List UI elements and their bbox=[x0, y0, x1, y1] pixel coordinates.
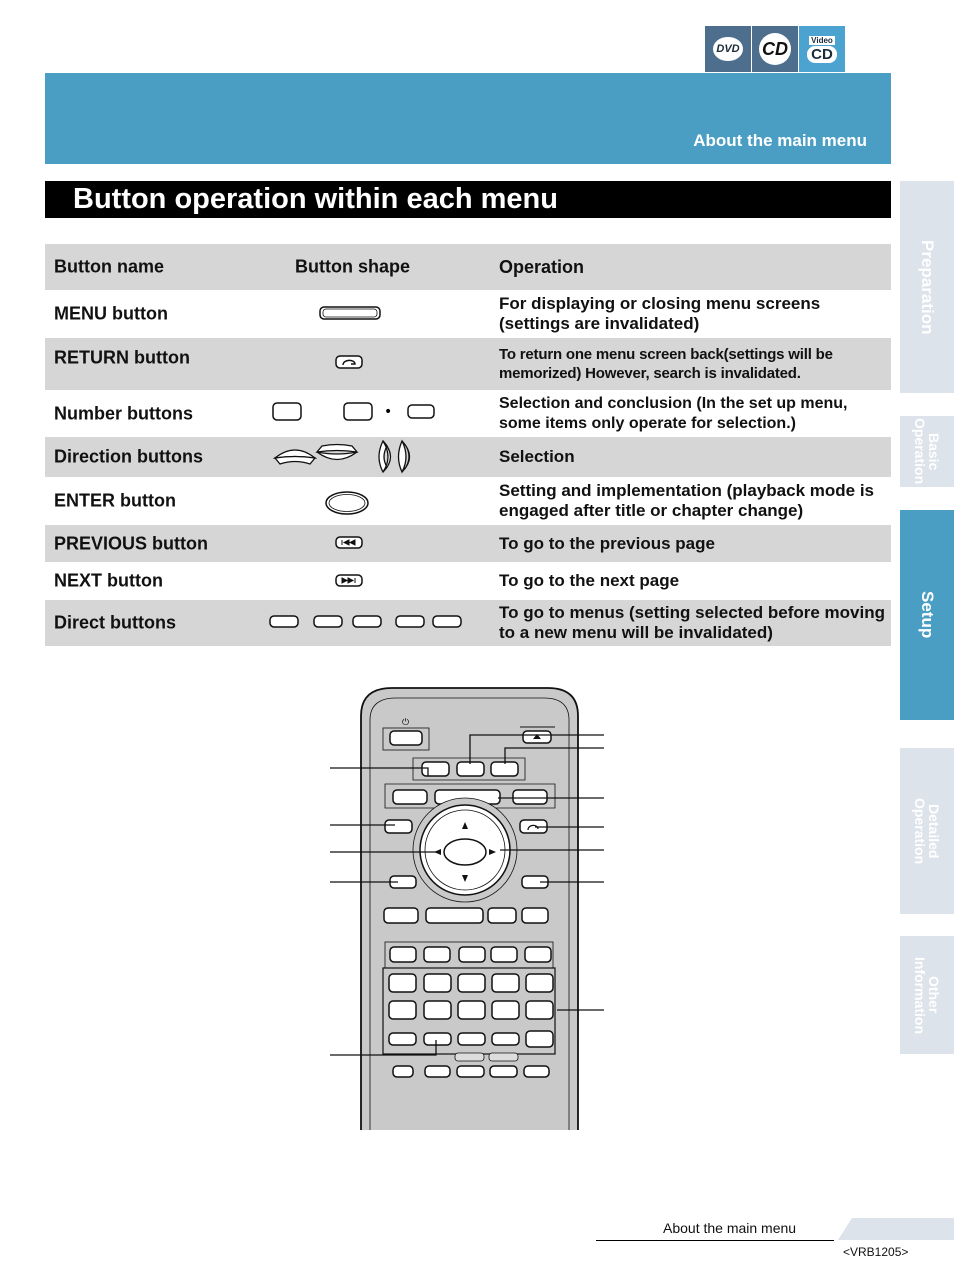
row-name: PREVIOUS button bbox=[54, 533, 208, 553]
tab-basic-operation-label: Basic Operation bbox=[912, 418, 942, 485]
next-button-shape bbox=[265, 562, 495, 600]
header-button-shape: Button shape bbox=[295, 256, 410, 277]
remote-control-drawing bbox=[0, 680, 954, 1135]
row-operation: Selection bbox=[499, 447, 575, 466]
return-button-shape bbox=[265, 338, 495, 390]
title-bar bbox=[45, 181, 891, 218]
remote-control-illustration bbox=[0, 680, 954, 1135]
row-name: ENTER button bbox=[54, 490, 176, 511]
table-row bbox=[45, 390, 891, 437]
direction-buttons-icon bbox=[265, 437, 495, 477]
section-title: About the main menu bbox=[693, 131, 867, 150]
row-operation: Selection and conclusion (In the set up menu, some items only operate for selection.) bbox=[499, 394, 848, 432]
footer-section-text: About the main menu bbox=[663, 1220, 797, 1236]
row-operation: To go to the next page bbox=[499, 571, 680, 590]
row-operation: To go to menus (setting selected before moving to a new menu will be invalidated) bbox=[499, 603, 886, 642]
cd-logo-text: CD bbox=[759, 33, 791, 65]
table-row bbox=[45, 525, 891, 562]
row-operation: Setting and implementation (playback mode is engaged after title or chapter change) bbox=[499, 481, 875, 520]
table-row bbox=[45, 477, 891, 525]
cd-logo bbox=[752, 26, 798, 72]
number-separator: • bbox=[384, 404, 393, 420]
dvd-logo bbox=[705, 26, 751, 72]
tab-basic-operation[interactable] bbox=[900, 416, 954, 487]
row-operation: To return one menu screen back(settings will be memorized) However, search is invalidated. bbox=[499, 346, 833, 382]
tab-detailed-operation-label: Detailed Operation bbox=[912, 797, 942, 865]
power-icon: ⏻ bbox=[402, 718, 410, 728]
enter-button-icon bbox=[265, 477, 495, 525]
footer-document-code: <VRB1205> bbox=[843, 1245, 909, 1259]
number-buttons-shape bbox=[265, 390, 495, 437]
previous-button-shape bbox=[265, 525, 495, 562]
direction-buttons-shape bbox=[265, 437, 495, 477]
table-row bbox=[45, 437, 891, 477]
row-operation: For displaying or closing menu screens (settings are invalidated) bbox=[499, 294, 821, 333]
row-operation: To go to the previous page bbox=[499, 533, 715, 553]
direct-buttons-shape bbox=[265, 600, 495, 646]
tab-preparation[interactable] bbox=[900, 181, 954, 393]
row-name: Direction buttons bbox=[54, 446, 203, 467]
row-name: MENU button bbox=[54, 303, 168, 324]
number-buttons-icon bbox=[265, 390, 495, 437]
button-operation-table bbox=[45, 244, 891, 646]
video-cd-logo-top: Video bbox=[811, 35, 833, 45]
table-row bbox=[45, 290, 891, 338]
return-button-icon bbox=[265, 338, 495, 390]
header-button-name: Button name bbox=[54, 256, 164, 277]
header-operation: Operation bbox=[499, 257, 585, 277]
header-band bbox=[45, 73, 891, 164]
table-header-row bbox=[45, 244, 891, 290]
video-cd-logo-bottom: CD bbox=[807, 46, 837, 63]
menu-button-icon bbox=[265, 290, 495, 338]
video-cd-logo bbox=[799, 26, 845, 72]
tab-preparation-label: Preparation bbox=[918, 239, 937, 335]
tab-setup-label: Setup bbox=[918, 591, 937, 639]
footer-page-tab bbox=[838, 1218, 954, 1240]
enter-button-shape bbox=[265, 477, 495, 525]
previous-button-icon bbox=[265, 525, 495, 562]
next-button-icon bbox=[265, 562, 495, 600]
direct-buttons-icon bbox=[265, 600, 495, 646]
row-name: RETURN button bbox=[54, 347, 190, 368]
page-title: Button operation within each menu bbox=[73, 183, 558, 215]
disc-format-logos bbox=[705, 26, 846, 72]
footer-rule bbox=[596, 1240, 834, 1241]
table-row bbox=[45, 600, 891, 646]
table-row bbox=[45, 562, 891, 600]
row-name: Number buttons bbox=[54, 403, 193, 423]
menu-button-shape bbox=[265, 290, 495, 338]
row-name: Direct buttons bbox=[54, 612, 177, 633]
dvd-logo-text: DVD bbox=[713, 37, 742, 61]
tab-other-information-label: Other Information bbox=[912, 956, 942, 1034]
row-name: NEXT button bbox=[54, 570, 163, 591]
table-row bbox=[45, 338, 891, 390]
